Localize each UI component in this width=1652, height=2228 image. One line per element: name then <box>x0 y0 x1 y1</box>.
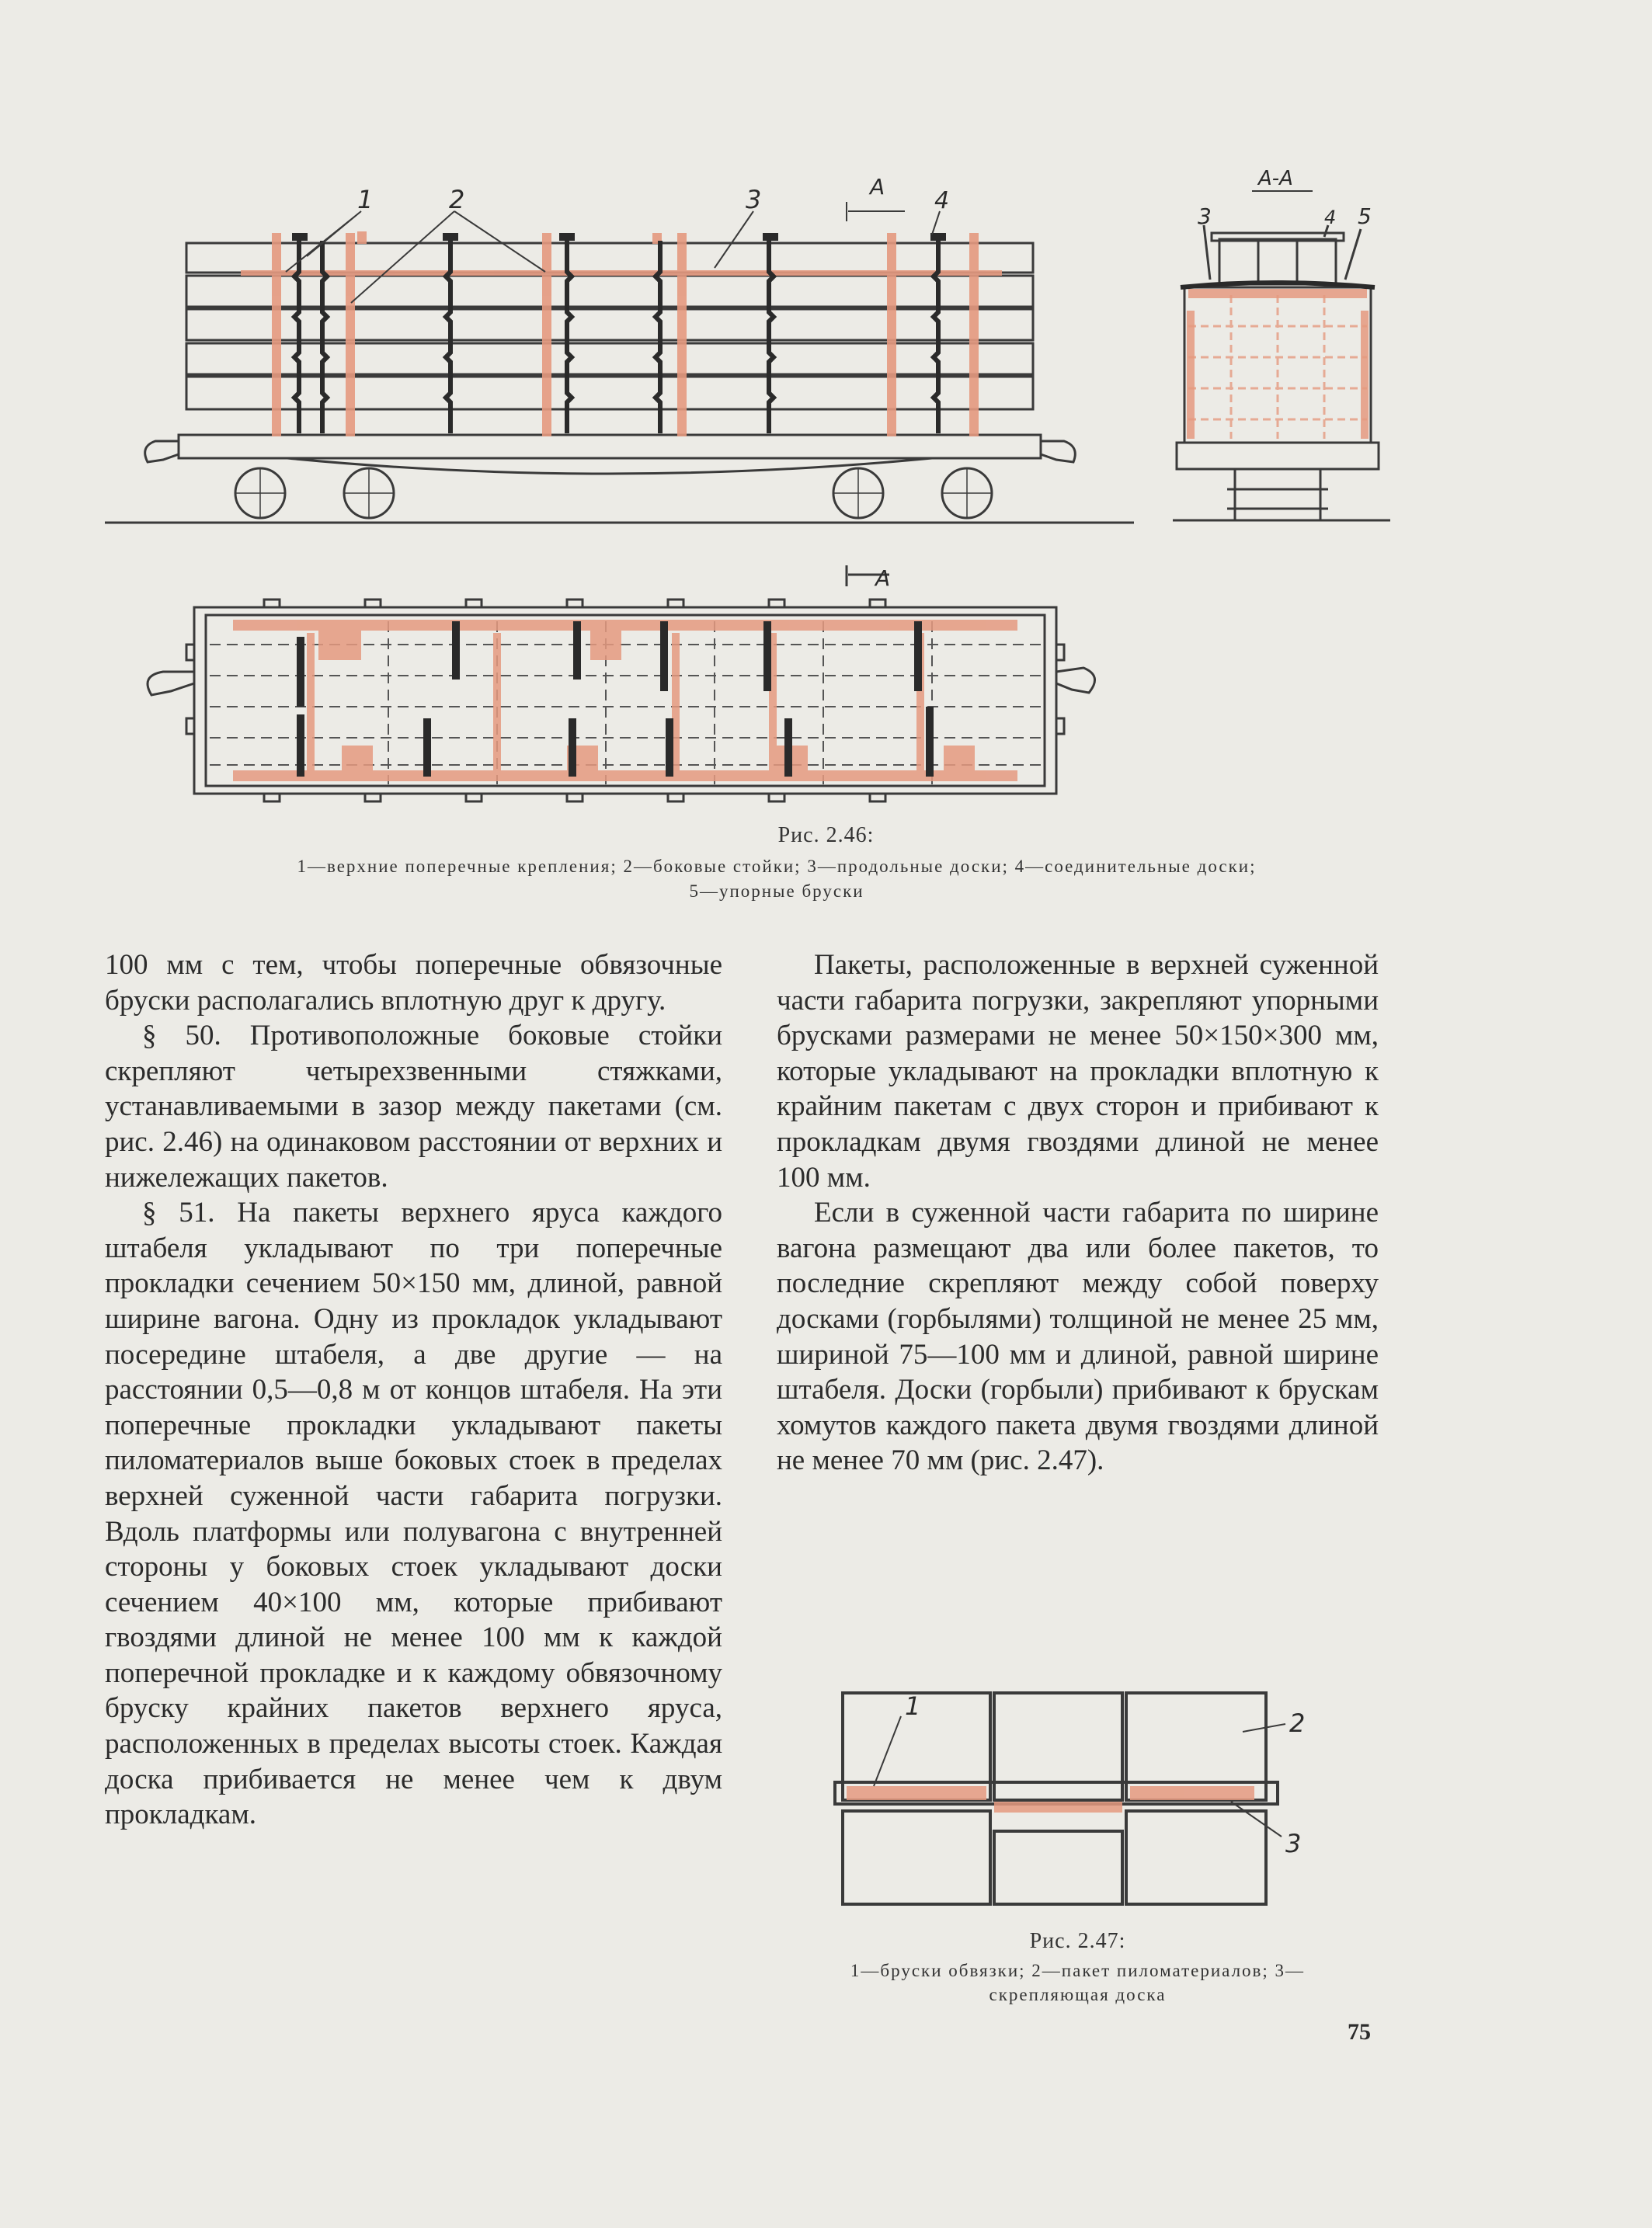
right-text-column <box>777 947 1379 1479</box>
right-paragraph-2: Если в суженной части габарита по ширине вагона размещают два или более пакетов, то последние скрепляют между собой поверху досками (горбылями) толщиной не менее 25 мм, шириной 75—100 мм и длиной, равной ширине штабеля. Доски (горбыли) прибивают к брускам хомутов каждого пакета двумя гвоздями длиной не менее 70 мм (рис. 2.47). <box>777 1197 1379 1477</box>
figure-247-caption-legend-2: скрепляющая доска <box>989 1985 1167 2004</box>
figure-246-caption-legend-1: 1—верхние поперечные крепления; 2—боковые стойки; 3—продольные доски; 4—соединительные доски; <box>297 857 1257 876</box>
fig247-label-1: 1 <box>905 1691 921 1721</box>
figure-247-caption-legend-1: 1—бруски обвязки; 2—пакет пиломатериалов; 3— <box>850 1961 1306 1980</box>
fig247-label-3: 3 <box>1285 1829 1302 1858</box>
right-paragraph-1: Пакеты, расположенные в верхней суженной части габарита погрузки, закрепляют упорными брусками размерами не менее 50×150×300 мм, которые укладывают на прокладки вплотную к крайним пакетам с двух сторон и прибивают к прокладкам двумя гвоздями длиной не менее 100 мм. <box>777 949 1379 1194</box>
plan-section-mark: А <box>875 565 891 591</box>
figure-246-caption-legend-2: 5—упорные бруски <box>689 881 864 901</box>
label-4: 4 <box>934 187 950 214</box>
figure-247-caption-title: Рис. 2.47: <box>1029 1929 1126 1953</box>
left-paragraph-2: § 50. Противоположные боковые стойки скрепляют четырехзвенными стяжками, устанавливаемыми в зазор между пакетами (см. рис. 2.46) на одинаковом расстоянии от верхних и нижележащих пакетов. <box>105 1020 722 1194</box>
page-number: 75 <box>1348 2019 1371 2045</box>
figure-246-plan-view <box>132 559 1118 815</box>
fig247-label-2: 2 <box>1289 1708 1306 1738</box>
left-paragraph-1: 100 мм с тем, чтобы поперечные обвязочные бруски располагались вплотную друг к другу. <box>105 949 722 1017</box>
label-3: 3 <box>746 185 762 214</box>
section-label-3: 3 <box>1198 203 1212 229</box>
section-label-4: 4 <box>1324 207 1337 228</box>
section-mark-label: А <box>870 179 885 200</box>
section-label-5: 5 <box>1358 203 1372 229</box>
figure-247-drawing <box>823 1677 1351 1934</box>
label-2: 2 <box>449 185 465 214</box>
left-text-column <box>105 947 722 1833</box>
figure-246-section-view <box>1165 163 1398 536</box>
figure-246-caption-title: Рис. 2.46: <box>777 823 875 847</box>
figure-246-side-view <box>93 179 1149 536</box>
label-1: 1 <box>357 185 374 214</box>
left-paragraph-3: § 51. На пакеты верхнего яруса каждого штабеля укладывают по три поперечные прокладки сечением 50×150 мм, длиной, равной ширине вагона. Одну из прокладок укладывают посередине штабеля, а две другие — на расстоянии 0,5—0,8 м от концов штабеля. На эти поперечные прокладки укладывают пакеты пиломатериалов выше боковых стоек в пределах верхней суженной части габарита погрузки. Вдоль платформы или полувагона с внутренней стороны у боковых стоек укладывают доски сечением 40×100 мм, которые прибивают гвоздями длиной не менее 100 мм к каждой поперечной прокладке и к каждому обвязочному бруску крайних пакетов верхнего яруса, расположенных в пределах высоты стоек. Каждая доска прибивается не менее чем к двум прокладкам. <box>105 1197 722 1831</box>
section-title: А-А <box>1258 167 1293 190</box>
